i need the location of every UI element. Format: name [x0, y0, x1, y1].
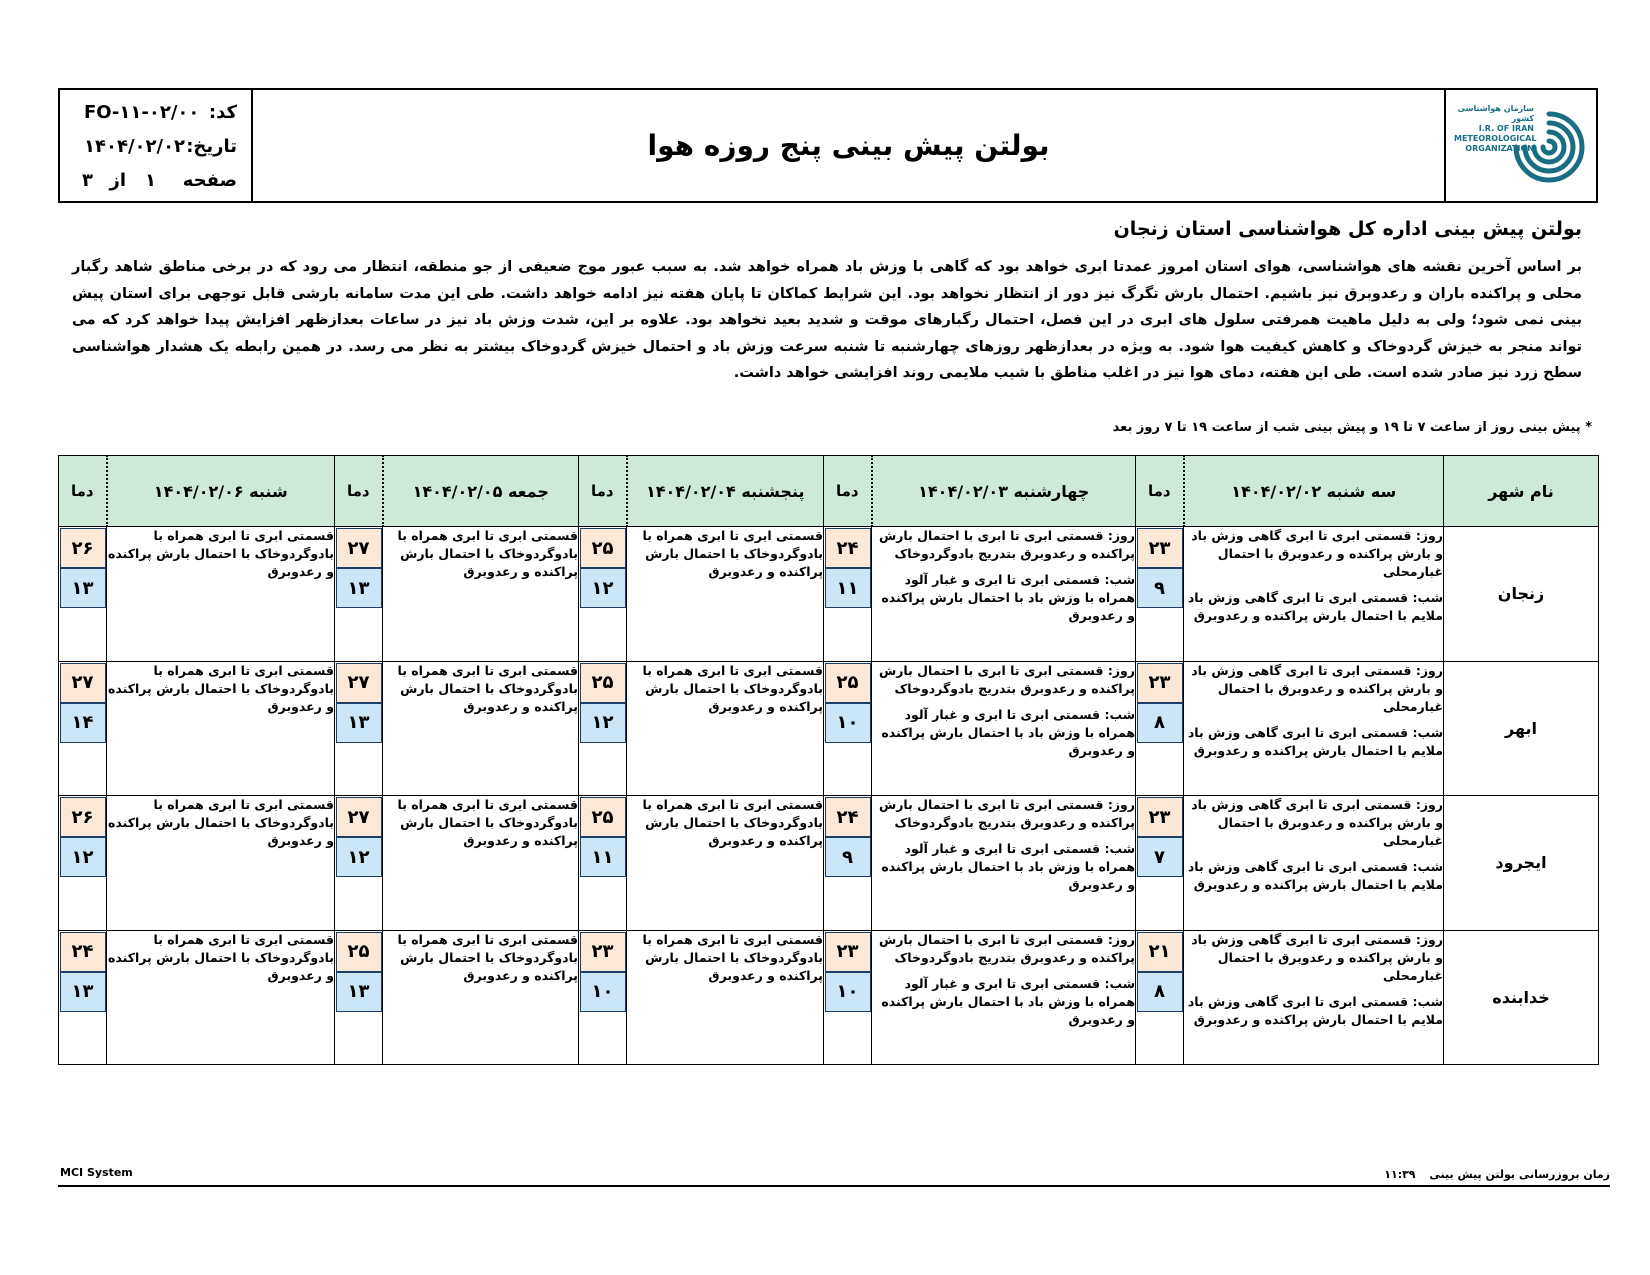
night-label: شب: [1104, 572, 1135, 587]
day-label: روز: [1107, 528, 1135, 543]
min-temperature: ۱۴ [60, 703, 106, 743]
min-temperature: ۱۳ [60, 568, 106, 608]
temperature-cell [1136, 796, 1184, 931]
date-row [60, 132, 251, 164]
day-text: قسمتی ابری تا ابری با احتمال بارش پراکنده و رعدوبرق بتدریج بادوگردوخاک [878, 528, 1135, 561]
night-label: شب: [1412, 724, 1443, 740]
forecast-description: قسمتی ابری تا ابری همراه با بادوگردوخاک با احتمال بارش پراکنده و رعدوبرق [383, 796, 579, 931]
table-header-row [59, 456, 1599, 527]
city-column-header: نام شهر [1444, 456, 1599, 527]
day-forecast [872, 931, 1135, 967]
night-text: قسمتی ابری تا ابری گاهی وزش باد ملایم با احتمال بارش پراکنده و رعدوبرق [1187, 859, 1443, 892]
max-temperature: ۲۶ [60, 528, 106, 568]
city-name: ابهر [1444, 661, 1599, 796]
max-temperature: ۲۵ [580, 797, 626, 837]
temperature-cell [335, 661, 383, 796]
temperature-cell [59, 527, 107, 662]
bulletin-title: بولتن پیش بینی پنج روزه هوا [647, 129, 1050, 162]
night-text: قسمتی ابری تا ابری و غبار آلود همراه با وزش باد با احتمال بارش پراکنده و رعدوبرق [881, 572, 1135, 623]
night-forecast [1184, 589, 1443, 625]
temperature-cell [335, 930, 383, 1065]
max-temperature: ۲۴ [825, 797, 871, 837]
min-temperature: ۱۳ [336, 703, 382, 743]
night-text: قسمتی ابری تا ابری و غبار آلود همراه با وزش باد با احتمال بارش پراکنده و رعدوبرق [881, 706, 1135, 758]
table-row [59, 796, 1599, 931]
page-of: از [109, 170, 126, 191]
day-label: روز: [1415, 528, 1443, 543]
forecast-description [1184, 796, 1444, 931]
forecast-description: قسمتی ابری تا ابری همراه با بادوگردوخاک با احتمال بارش پراکنده و رعدوبرق [107, 930, 335, 1065]
night-text: قسمتی ابری تا ابری گاهی وزش باد ملایم با احتمال بارش پراکنده و رعدوبرق [1187, 993, 1443, 1027]
temperature-cell [824, 527, 872, 662]
min-temperature: ۱۲ [580, 568, 626, 608]
temperature-cell [579, 930, 627, 1065]
page-label: صفحه [182, 170, 237, 191]
temperature-column-header: دما [335, 456, 383, 527]
night-text: قسمتی ابری تا ابری و غبار آلود همراه با وزش باد با احتمال بارش پراکنده و رعدوبرق [881, 975, 1135, 1027]
temperature-cell [1136, 661, 1184, 796]
footer-divider [58, 1185, 1610, 1187]
update-info [1384, 1168, 1610, 1181]
night-forecast [1184, 858, 1443, 894]
day-forecast [1184, 527, 1443, 581]
page-current: ۱ [145, 170, 156, 191]
temperature-column-header: دما [824, 456, 872, 527]
system-name: MCI System [60, 1166, 133, 1179]
night-text: قسمتی ابری تا ابری گاهی وزش باد ملایم با احتمال بارش پراکنده و رعدوبرق [1187, 724, 1443, 758]
temperature-cell [335, 527, 383, 662]
date-value: ۱۴۰۴/۰۲/۰۲ [84, 136, 186, 157]
min-temperature: ۱۲ [60, 837, 106, 877]
day-text: قسمتی ابری تا ابری گاهی وزش باد و بارش پراکنده و رعدوبرق با احتمال غبارمحلی [1191, 662, 1443, 714]
forecast-description [872, 796, 1136, 931]
table-row [59, 661, 1599, 796]
forecast-description: قسمتی ابری تا ابری همراه با بادوگردوخاک با احتمال بارش پراکنده و رعدوبرق [383, 527, 579, 662]
min-temperature: ۷ [1137, 837, 1183, 877]
night-forecast [872, 975, 1135, 1029]
forecast-description [872, 661, 1136, 796]
night-label: شب: [1104, 841, 1135, 856]
forecast-description: قسمتی ابری تا ابری همراه با بادوگردوخاک با احتمال بارش پراکنده و رعدوبرق [627, 930, 824, 1065]
max-temperature: ۲۳ [1137, 528, 1183, 568]
max-temperature: ۲۵ [825, 663, 871, 703]
temperature-cell [59, 661, 107, 796]
table-row [59, 527, 1599, 662]
night-label: شب: [1104, 975, 1135, 991]
forecast-description: قسمتی ابری تا ابری همراه با بادوگردوخاک با احتمال بارش پراکنده و رعدوبرق [627, 796, 824, 931]
temperature-column-header: دما [1136, 456, 1184, 527]
min-temperature: ۹ [1137, 568, 1183, 608]
city-name: زنجان [1444, 527, 1599, 662]
day-text: قسمتی ابری تا ابری با احتمال بارش پراکنده و رعدوبرق بتدریج بادوگردوخاک [878, 662, 1135, 696]
day-forecast [1184, 796, 1443, 850]
day-text: قسمتی ابری تا ابری با احتمال بارش پراکنده و رعدوبرق بتدریج بادوگردوخاک [878, 931, 1135, 965]
section-title: بولتن پیش بینی اداره کل هواشناسی استان زنجان [1113, 218, 1582, 240]
day-forecast [872, 796, 1135, 832]
temperature-cell [824, 796, 872, 931]
max-temperature: ۲۶ [60, 797, 106, 837]
code-row [60, 98, 251, 130]
logo-line: I.R. OF IRAN [1478, 124, 1534, 133]
temperature-cell [59, 930, 107, 1065]
night-label: شب: [1412, 993, 1443, 1009]
time-range-note: * پیش بینی روز از ساعت ۷ تا ۱۹ و پیش بینی شب از ساعت ۱۹ تا ۷ روز بعد [1112, 420, 1592, 435]
min-temperature: ۱۰ [580, 972, 626, 1012]
min-temperature: ۱۳ [336, 568, 382, 608]
forecast-description [872, 930, 1136, 1065]
day-column-header: سه شنبه ۱۴۰۴/۰۲/۰۲ [1184, 456, 1444, 527]
city-name: خدابنده [1444, 930, 1599, 1065]
max-temperature: ۲۳ [825, 932, 871, 972]
logo-line: ORGANIZATION [1465, 144, 1534, 153]
day-forecast [1184, 662, 1443, 716]
night-forecast [872, 840, 1135, 894]
max-temperature: ۲۷ [60, 663, 106, 703]
night-label: شب: [1104, 706, 1135, 722]
organization-logo [1444, 90, 1596, 201]
min-temperature: ۱۲ [336, 837, 382, 877]
forecast-description [1184, 930, 1444, 1065]
day-text: قسمتی ابری تا ابری گاهی وزش باد و بارش پراکنده و رعدوبرق با احتمال غبارمحلی [1191, 931, 1443, 983]
day-column-header: شنبه ۱۴۰۴/۰۲/۰۶ [107, 456, 335, 527]
day-label: روز: [1415, 662, 1443, 678]
forecast-description [872, 527, 1136, 662]
temperature-cell [1136, 527, 1184, 662]
temperature-cell [59, 796, 107, 931]
city-name: ایجرود [1444, 796, 1599, 931]
forecast-description: قسمتی ابری تا ابری همراه با بادوگردوخاک با احتمال بارش پراکنده و رعدوبرق [627, 527, 824, 662]
night-text: قسمتی ابری تا ابری گاهی وزش باد ملایم با احتمال بارش پراکنده و رعدوبرق [1187, 590, 1443, 623]
forecast-description: قسمتی ابری تا ابری همراه با بادوگردوخاک با احتمال بارش پراکنده و رعدوبرق [383, 930, 579, 1065]
logo-line: METEOROLOGICAL [1454, 134, 1537, 143]
min-temperature: ۱۲ [580, 703, 626, 743]
night-label: شب: [1412, 859, 1443, 874]
temperature-cell [824, 930, 872, 1065]
max-temperature: ۲۷ [336, 528, 382, 568]
min-temperature: ۱۳ [60, 972, 106, 1012]
max-temperature: ۲۷ [336, 797, 382, 837]
night-forecast [1184, 724, 1443, 760]
max-temperature: ۲۱ [1137, 932, 1183, 972]
spiral-logo-icon [1510, 108, 1588, 186]
temperature-cell [579, 661, 627, 796]
day-column-header: جمعه ۱۴۰۴/۰۲/۰۵ [383, 456, 579, 527]
min-temperature: ۱۰ [825, 703, 871, 743]
day-forecast [872, 662, 1135, 698]
page-total: ۳ [82, 170, 93, 191]
min-temperature: ۸ [1137, 703, 1183, 743]
min-temperature: ۱۱ [825, 568, 871, 608]
day-label: روز: [1415, 797, 1443, 812]
min-temperature: ۸ [1137, 972, 1183, 1012]
max-temperature: ۲۳ [1137, 797, 1183, 837]
max-temperature: ۲۵ [580, 528, 626, 568]
max-temperature: ۲۵ [580, 663, 626, 703]
day-text: قسمتی ابری تا ابری با احتمال بارش پراکنده و رعدوبرق بتدریج بادوگردوخاک [878, 797, 1135, 830]
temperature-cell [1136, 930, 1184, 1065]
min-temperature: ۱۳ [336, 972, 382, 1012]
document-meta [60, 90, 253, 201]
bulletin-header [58, 88, 1598, 203]
day-text: قسمتی ابری تا ابری گاهی وزش باد و بارش پراکنده و رعدوبرق با احتمال غبارمحلی [1191, 528, 1443, 579]
forecast-description: قسمتی ابری تا ابری همراه با بادوگردوخاک با احتمال بارش پراکنده و رعدوبرق [107, 527, 335, 662]
day-forecast [872, 527, 1135, 563]
table-row [59, 930, 1599, 1065]
forecast-summary: بر اساس آخرین نقشه های هواشناسی، هوای استان امروز عمدتا ابری خواهد بود که گاهی با وزش باد همراه خواهد شد. به سبب عبور موج ضعیفی از جو منطقه، انتظار می رود که در برخی مناطق شاهد رگبار محلی و پراکنده باران و رعدوبرق نیز باشیم. احتمال بارش تگرگ نیز دور از انتظار نخواهد بود. این شرایط کماکان تا پایان هفته نیز ادامه خواهد داشت. طی این مدت سامانه بارشی قابل توجهی برای استان پیش بینی نمی شود؛ ولی به دلیل ماهیت همرفتی سلول های ابری در این فصل، احتمال رگبارهای موقت و شدید بعید نخواهد بود. علاوه بر این، شدت وزش باد نیز در ساعات بعدازظهر افزایش پیدا خواهد کرد که می تواند منجر به خیزش گردوخاک و کاهش کیفیت هوا شود. به ویژه در بعدازظهر روزهای چهارشنبه تا شنبه سرعت وزش باد و احتمال خیزش گردوخاک بیشتر به نظر می رسد. در همین رابطه یک هشدار هواشناسی سطح زرد نیز صادر شده است. طی این هفته، دمای هوا نیز در اغلب مناطق با شیب ملایمی روند افزایشی خواهد داشت. [72, 259, 1582, 381]
min-temperature: ۹ [825, 837, 871, 877]
max-temperature: ۲۵ [336, 932, 382, 972]
night-forecast [872, 571, 1135, 625]
max-temperature: ۲۴ [825, 528, 871, 568]
max-temperature: ۲۷ [336, 663, 382, 703]
day-label: روز: [1107, 662, 1135, 678]
code-value: FO-۱۱-۰۲/۰۰ [84, 102, 200, 123]
day-label: روز: [1415, 931, 1443, 947]
update-label: زمان بروزرسانی بولتن پیش بینی [1429, 1168, 1610, 1181]
min-temperature: ۱۱ [580, 837, 626, 877]
night-text: قسمتی ابری تا ابری و غبار آلود همراه با وزش باد با احتمال بارش پراکنده و رعدوبرق [881, 841, 1135, 892]
temperature-cell [579, 527, 627, 662]
code-label: کد: [208, 102, 237, 123]
max-temperature: ۲۴ [60, 932, 106, 972]
night-forecast [1184, 993, 1443, 1029]
day-column-header: پنجشنبه ۱۴۰۴/۰۲/۰۴ [627, 456, 824, 527]
day-text: قسمتی ابری تا ابری گاهی وزش باد و بارش پراکنده و رعدوبرق با احتمال غبارمحلی [1191, 797, 1443, 848]
forecast-description: قسمتی ابری تا ابری همراه با بادوگردوخاک با احتمال بارش پراکنده و رعدوبرق [107, 661, 335, 796]
date-label: تاریخ: [186, 136, 237, 157]
day-forecast [1184, 931, 1443, 985]
forecast-description: قسمتی ابری تا ابری همراه با بادوگردوخاک با احتمال بارش پراکنده و رعدوبرق [107, 796, 335, 931]
logo-line: سازمان هواشناسی کشور [1457, 104, 1534, 123]
forecast-table [58, 455, 1599, 1065]
max-temperature: ۲۳ [580, 932, 626, 972]
min-temperature: ۱۰ [825, 972, 871, 1012]
temperature-column-header: دما [579, 456, 627, 527]
temperature-column-header: دما [59, 456, 107, 527]
page-row [60, 166, 251, 198]
forecast-description: قسمتی ابری تا ابری همراه با بادوگردوخاک با احتمال بارش پراکنده و رعدوبرق [627, 661, 824, 796]
max-temperature: ۲۳ [1137, 663, 1183, 703]
day-column-header: چهارشنبه ۱۴۰۴/۰۲/۰۳ [872, 456, 1136, 527]
day-label: روز: [1107, 797, 1135, 812]
forecast-description [1184, 527, 1444, 662]
night-forecast [872, 706, 1135, 760]
temperature-cell [579, 796, 627, 931]
forecast-description: قسمتی ابری تا ابری همراه با بادوگردوخاک با احتمال بارش پراکنده و رعدوبرق [383, 661, 579, 796]
update-time: ۱۱:۳۹ [1384, 1168, 1416, 1181]
temperature-cell [335, 796, 383, 931]
temperature-cell [824, 661, 872, 796]
forecast-description [1184, 661, 1444, 796]
night-label: شب: [1412, 590, 1443, 605]
day-label: روز: [1107, 931, 1135, 947]
